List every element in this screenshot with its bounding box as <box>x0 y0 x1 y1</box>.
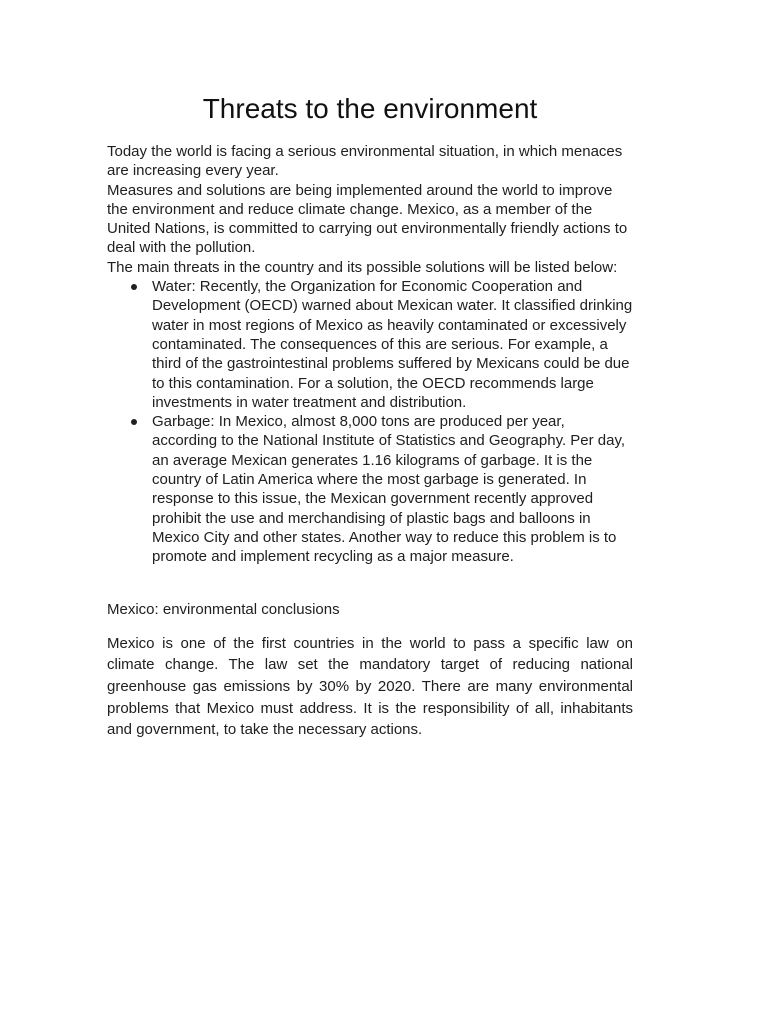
intro-paragraph: Today the world is facing a serious environmental situation, in which menaces are increasing every year. <box>107 143 623 180</box>
threats-intro-paragraph: The main threats in the country and its possible solutions will be listed below: <box>107 258 618 276</box>
threat-garbage-item <box>107 412 633 566</box>
threat-water-text: Water: Recently, the Organization for Economic Cooperation and Development (OECD) warned about Mexican water. It classified drinking water in most regions of Mexico as heavily contaminated or excessively contaminated. The consequences of this are serious. For example, a third of the gastrointestinal problems suffered by Mexicans could be due to this contamination. For a solution, the OECD recommends large investments in water treatment and distribution. <box>152 278 633 411</box>
measures-paragraph: Measures and solutions are being implemented around the world to improve the environment and reduce climate change. Mexico, as a member of the United Nations, is committed to carrying out environmentally friendly actions to deal with the pollution. <box>107 181 628 257</box>
document-content <box>107 92 633 741</box>
conclusion-heading: Mexico: environmental conclusions <box>107 600 340 618</box>
threat-water-item <box>107 277 633 412</box>
bullet-dot-icon <box>131 284 137 290</box>
threat-garbage-text: Garbage: In Mexico, almost 8,000 tons are produced per year, according to the National Institute of Statistics and Geography. Per day, an average Mexican generates 1.16 kilograms of garbage. It is the country of Latin America where the most garbage is generated. In response to this issue, the Mexican government recently approved prohibit the use and merchandising of plastic bags and balloons in Mexico City and other states. Another way to reduce this problem is to promote and implement recycling as a major measure. <box>152 413 626 566</box>
conclusion-paragraph: Mexico is one of the first countries in the world to pass a specific law on climate change. The law set the mandatory target of reducing national greenhouse gas emissions by 30% by 2020. There are many environmental problems that Mexico must address. It is the responsibility of all, inhabitants and government, to take the necessary actions. <box>107 634 633 739</box>
threats-list <box>107 277 633 566</box>
bullet-dot-icon <box>131 419 137 425</box>
document-title: Threats to the environment <box>202 93 538 124</box>
